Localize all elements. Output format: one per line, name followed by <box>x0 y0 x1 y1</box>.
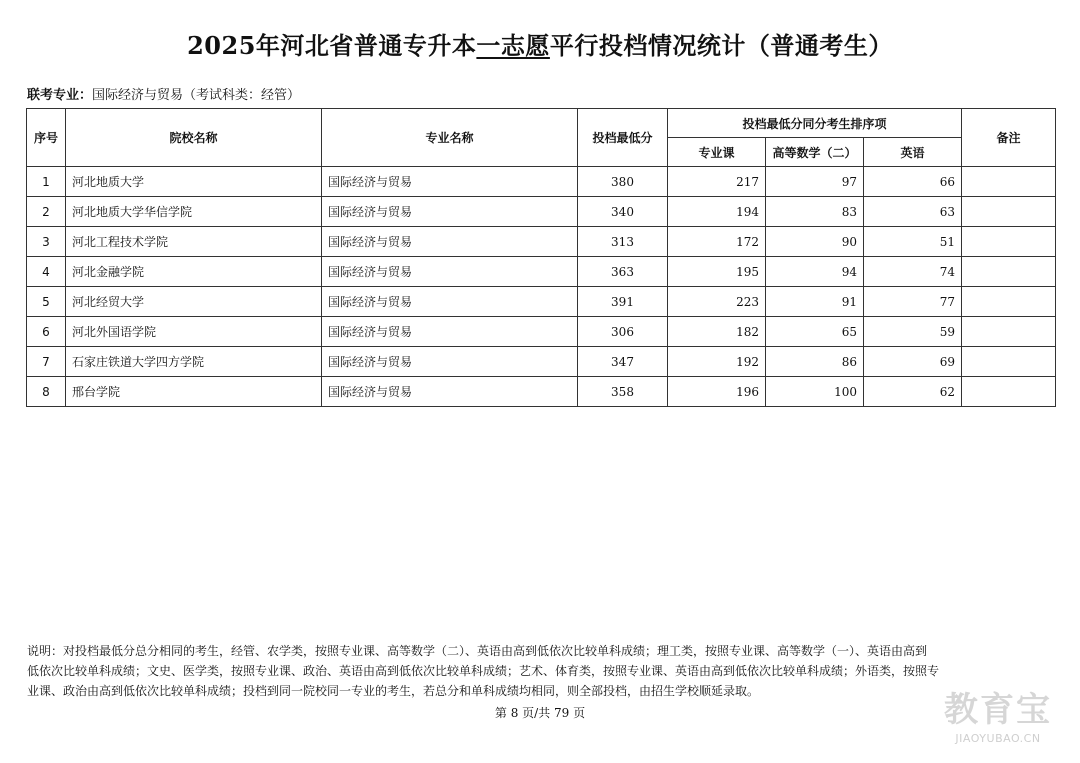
watermark-url: JIAOYUBAO.CN <box>955 732 1041 745</box>
cell-school: 河北外国语学院 <box>66 317 322 347</box>
cell-major: 国际经济与贸易 <box>322 377 578 407</box>
table-row <box>27 317 1056 347</box>
cell-school: 河北地质大学 <box>66 167 322 197</box>
header-sub2: 高等数学（二） <box>766 138 864 167</box>
cell-school: 河北经贸大学 <box>66 287 322 317</box>
cell-sub1: 194 <box>668 197 766 227</box>
cell-min-score: 306 <box>578 317 668 347</box>
table-row <box>27 257 1056 287</box>
cell-min-score: 363 <box>578 257 668 287</box>
cell-major: 国际经济与贸易 <box>322 227 578 257</box>
cell-sub3: 51 <box>864 227 962 257</box>
cell-sub1: 182 <box>668 317 766 347</box>
table-row <box>27 287 1056 317</box>
cell-no: 4 <box>27 257 66 287</box>
cell-sub1: 196 <box>668 377 766 407</box>
header-tiebreak-group: 投档最低分同分考生排序项 <box>668 109 962 138</box>
title-underlined: 一志愿 <box>476 31 550 60</box>
cell-sub2: 100 <box>766 377 864 407</box>
header-sub3: 英语 <box>864 138 962 167</box>
table-row <box>27 197 1056 227</box>
cell-school: 河北金融学院 <box>66 257 322 287</box>
cell-major: 国际经济与贸易 <box>322 317 578 347</box>
cell-major: 国际经济与贸易 <box>322 257 578 287</box>
cell-sub2: 91 <box>766 287 864 317</box>
cell-remark <box>962 317 1056 347</box>
note-line: 低依次比较单科成绩；文史、医学类，按照专业课、政治、英语由高到低依次比较单科成绩；艺术、体育类，按照专业课、英语由高到低依次比较单科成绩；外语类，按照专 <box>27 664 940 678</box>
cell-sub2: 94 <box>766 257 864 287</box>
title-prefix: 2025年河北省普通专升本 <box>187 31 477 60</box>
cell-no: 1 <box>27 167 66 197</box>
cell-min-score: 313 <box>578 227 668 257</box>
major-value: 国际经济与贸易（考试科类：经管） <box>92 88 301 103</box>
cell-min-score: 380 <box>578 167 668 197</box>
cell-school: 邢台学院 <box>66 377 322 407</box>
header-major: 专业名称 <box>322 109 578 167</box>
cell-min-score: 347 <box>578 347 668 377</box>
cell-remark <box>962 287 1056 317</box>
table-row <box>27 347 1056 377</box>
cell-sub2: 83 <box>766 197 864 227</box>
major-line <box>27 84 300 103</box>
cell-major: 国际经济与贸易 <box>322 287 578 317</box>
cell-remark <box>962 167 1056 197</box>
cell-school: 河北地质大学华信学院 <box>66 197 322 227</box>
cell-remark <box>962 197 1056 227</box>
cell-school: 石家庄铁道大学四方学院 <box>66 347 322 377</box>
cell-no: 7 <box>27 347 66 377</box>
cell-no: 2 <box>27 197 66 227</box>
cell-sub1: 217 <box>668 167 766 197</box>
cell-sub3: 62 <box>864 377 962 407</box>
cell-no: 5 <box>27 287 66 317</box>
cell-sub3: 59 <box>864 317 962 347</box>
cell-school: 河北工程技术学院 <box>66 227 322 257</box>
cell-major: 国际经济与贸易 <box>322 197 578 227</box>
header-school: 院校名称 <box>66 109 322 167</box>
page-number: 第 8 页/共 79 页 <box>494 706 586 720</box>
cell-remark <box>962 347 1056 377</box>
cell-min-score: 340 <box>578 197 668 227</box>
cell-sub1: 172 <box>668 227 766 257</box>
header-no: 序号 <box>27 109 66 167</box>
cell-no: 6 <box>27 317 66 347</box>
watermark <box>928 690 1068 750</box>
header-row-1 <box>27 109 1056 138</box>
cell-sub2: 65 <box>766 317 864 347</box>
table-row <box>27 227 1056 257</box>
cell-sub2: 90 <box>766 227 864 257</box>
table-row <box>27 167 1056 197</box>
major-label: 联考专业： <box>27 88 93 103</box>
header-sub1: 专业课 <box>668 138 766 167</box>
page-title <box>0 26 1080 61</box>
note-line: 说明：对投档最低分总分相同的考生，经管、农学类，按照专业课、高等数学（二）、英语由高到低依次比较单科成绩；理工类，按照专业课、高等数学（一）、英语由高到 <box>27 644 928 658</box>
cell-sub1: 192 <box>668 347 766 377</box>
admission-table <box>26 108 1056 407</box>
explanation-note <box>27 641 1055 701</box>
cell-remark <box>962 377 1056 407</box>
cell-sub3: 66 <box>864 167 962 197</box>
table-row <box>27 377 1056 407</box>
cell-major: 国际经济与贸易 <box>322 347 578 377</box>
cell-sub2: 97 <box>766 167 864 197</box>
note-line: 业课、政治由高到低依次比较单科成绩；投档到同一院校同一专业的考生，若总分和单科成绩均相同，则全部投档，由招生学校顺延录取。 <box>27 684 760 698</box>
cell-sub2: 86 <box>766 347 864 377</box>
cell-sub3: 63 <box>864 197 962 227</box>
cell-remark <box>962 257 1056 287</box>
header-min-score: 投档最低分 <box>578 109 668 167</box>
cell-min-score: 391 <box>578 287 668 317</box>
cell-sub1: 223 <box>668 287 766 317</box>
cell-no: 3 <box>27 227 66 257</box>
cell-sub3: 77 <box>864 287 962 317</box>
cell-remark <box>962 227 1056 257</box>
cell-sub3: 74 <box>864 257 962 287</box>
cell-no: 8 <box>27 377 66 407</box>
watermark-logo: 教育宝 <box>944 690 1052 730</box>
cell-min-score: 358 <box>578 377 668 407</box>
header-remark: 备注 <box>962 109 1056 167</box>
title-suffix: 平行投档情况统计（普通考生） <box>549 31 893 60</box>
cell-sub1: 195 <box>668 257 766 287</box>
cell-major: 国际经济与贸易 <box>322 167 578 197</box>
cell-sub3: 69 <box>864 347 962 377</box>
